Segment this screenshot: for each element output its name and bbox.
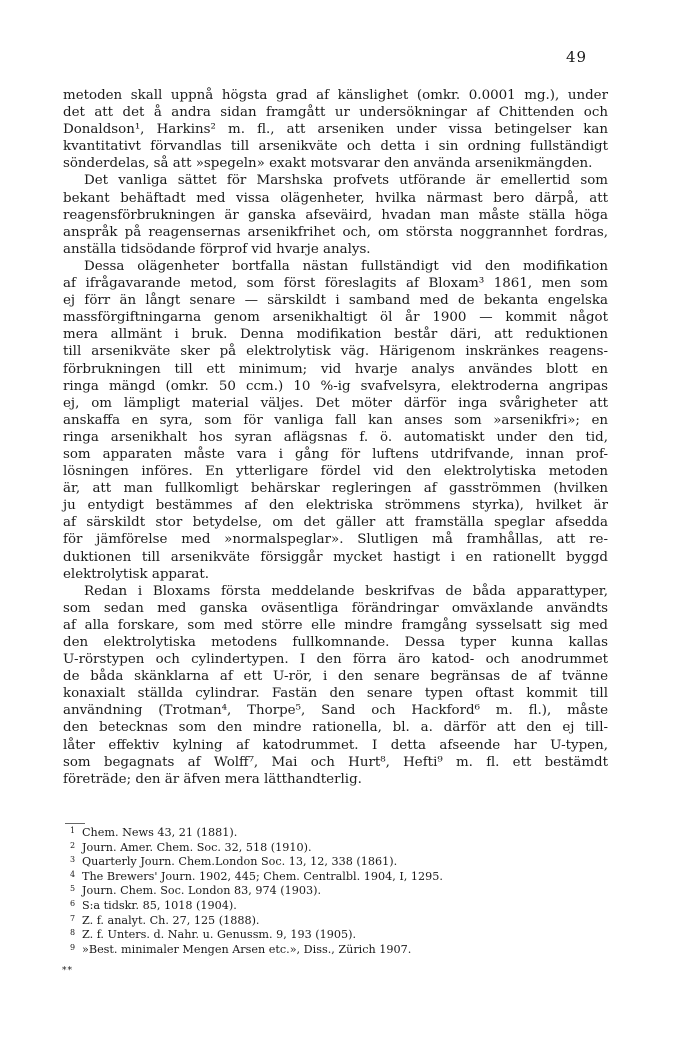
text-line: ringa mängd (omkr. 50 ccm.) 10 %-ig svafvelsyra, elektroderna angripas [63,378,608,394]
text-line: duktionen till arsenikväte försiggår mycket hastigt i en rationellt byggd [63,549,608,565]
page-number: 49 [566,48,588,66]
signature-mark: ** [62,966,73,976]
text-line: konaxialt ställda cylindrar. Fastän den senare typen oftast kommit till [63,686,608,702]
footnote-text: S:a tidskr. 85, 1018 (1904). [82,898,237,912]
text-line: företräde; den är äfven mera lätthandterlig. [63,771,362,787]
footnote-text: Quarterly Journ. Chem.London Soc. 13, 12, 338 (1861). [82,855,398,869]
text-line: Dessa olägenheter bortfalla nästan fullständigt vid den modifikation [84,258,608,274]
footnote-number: 4 [70,869,76,879]
footnote [70,914,490,929]
footnotes [70,826,490,957]
footnote [70,826,490,841]
text-line: Donaldson¹, Harkins² m. fl., att arseniken under vissa betingelser kan [63,122,608,138]
footnote-divider [65,823,85,824]
text-line: anställa tidsödande förprof vid hvarje analys. [63,241,371,257]
text-line: förbrukningen till ett minimum; vid hvarje analys användes blott en [63,361,608,377]
text-line: massförgiftningarna genom arsenikhaltigt öl år 1900 — kommit något [63,310,608,326]
text-line: reagensförbrukningen är ganska afseväird, hvadan man måste ställa höga [63,207,608,223]
text-line: ej, om lämpligt material väljes. Det möter därför inga svårigheter att [63,395,608,411]
footnote-text: Z. f. Unters. d. Nahr. u. Genussm. 9, 193 (1905). [82,928,357,942]
text-line: är, att man fullkomligt behärskar regleringen af gasströmmen (hvilken [63,481,608,497]
text-line: Redan i Bloxams första meddelande beskrifvas de båda apparattyper, [84,583,608,599]
footnote [70,870,490,885]
footnote [70,855,490,870]
text-line: lösningen införes. En ytterligare fördel vid den elektrolytiska metoden [63,464,608,480]
text-line: till arsenikväte sker på elektrolytisk väg. Härigenom inskränkes reagens- [63,344,608,360]
footnote [70,943,490,958]
text-line: låter effektiv kylning af katodrummet. I detta afseende har U-typen, [63,737,608,753]
text-line: ringa arsenikhalt hos syran aflägsnas f. ö. automatiskt under den tid, [63,429,608,445]
text-line: anspråk på reagensernas arsenikfrihet och, om största noggrannhet fordras, [63,224,608,240]
text-line: metoden skall uppnå högsta grad af känslighet (omkr. 0.0001 mg.), under [63,88,608,103]
footnote-text: Z. f. analyt. Ch. 27, 125 (1888). [82,913,260,927]
footnote-number: 2 [70,840,76,850]
text-line: af alla forskare, som med större elle mindre framgång sysselsatt sig med [63,617,608,633]
footnote-number: 5 [70,884,76,894]
footnote-text: Journ. Chem. Soc. London 83, 974 (1903). [82,884,322,898]
text-line: U-rörstypen och cylindertypen. I den förra äro katod- och anodrummet [63,652,608,668]
footnote-text: The Brewers' Journ. 1902, 445; Chem. Centralbl. 1904, I, 1295. [82,869,443,883]
text-line: sönderdelas, så att »spegeln» exakt motsvarar den använda arsenikmängden. [63,156,593,172]
text-line: ej förr än långt senare — särskildt i samband med de bekanta engelska [63,293,608,309]
footnote-number: 8 [70,928,76,938]
text-line: det att det å andra sidan framgått ur undersökningar af Chittenden och [63,105,608,121]
footnote-text: Chem. News 43, 21 (1881). [82,826,238,839]
text-line: som sedan med ganska oväsentliga förändringar omväxlande användts [63,600,608,616]
text-line: för jämförelse med »normalspeglar». Slutligen må framhållas, att re- [63,532,608,548]
text-line: af särskildt stor betydelse, om det gäller att framställa speglar afsedda [63,515,608,531]
footnote [70,928,490,943]
text-line: bekant behäftadt med vissa olägenheter, hvilka närmast bero därpå, att [63,190,608,206]
footnote-number: 9 [70,942,76,952]
text-line: de båda skänklarna af ett U-rör, i den senare begränsas de af tvänne [63,669,608,685]
footnote-text: Journ. Amer. Chem. Soc. 32, 518 (1910). [82,840,312,854]
text-line: den betecknas som den mindre rationella, bl. a. därför att den ej till- [63,720,608,736]
text-line: elektrolytisk apparat. [63,566,209,582]
text-line: som apparaten måste vara i gång för luftens utdrifvande, innan prof- [63,446,608,462]
text-line: mera allmänt i bruk. Denna modifikation består däri, att reduktionen [63,327,608,343]
text-line: kvantitativt förvandlas till arsenikväte och detta i sin ordning fullständigt [63,139,608,155]
body-text [63,87,608,788]
text-line: Det vanliga sättet för Marshska profvets utförande är emellertid som [84,173,608,189]
text-line: af ifrågavarande metod, som först föreslagits af Bloxam³ 1861, men som [63,276,608,292]
footnote-number: 1 [70,826,76,835]
footnote [70,884,490,899]
text-line: användning (Trotman⁴, Thorpe⁵, Sand och Hackford⁶ m. fl.), måste [63,703,608,719]
footnote-number: 3 [70,855,76,865]
footnote-number: 6 [70,898,76,908]
text-line: den elektrolytiska metodens fullkomnande. Dessa typer kunna kallas [63,635,608,650]
footnote-text: »Best. minimaler Mengen Arsen etc.», Diss., Zürich 1907. [82,942,412,956]
footnote [70,841,490,856]
footnote [70,899,490,914]
text-line: ju entydigt bestämmes af den elektriska strömmens styrka), hvilket är [63,498,608,514]
footnote-number: 7 [70,913,76,923]
text-line: anskaffa en syra, som för vanliga fall kan anses som »arsenikfri»; en [63,412,608,428]
text-line: som begagnats af Wolff⁷, Mai och Hurt⁸, Hefti⁹ m. fl. ett bestämdt [63,754,608,770]
